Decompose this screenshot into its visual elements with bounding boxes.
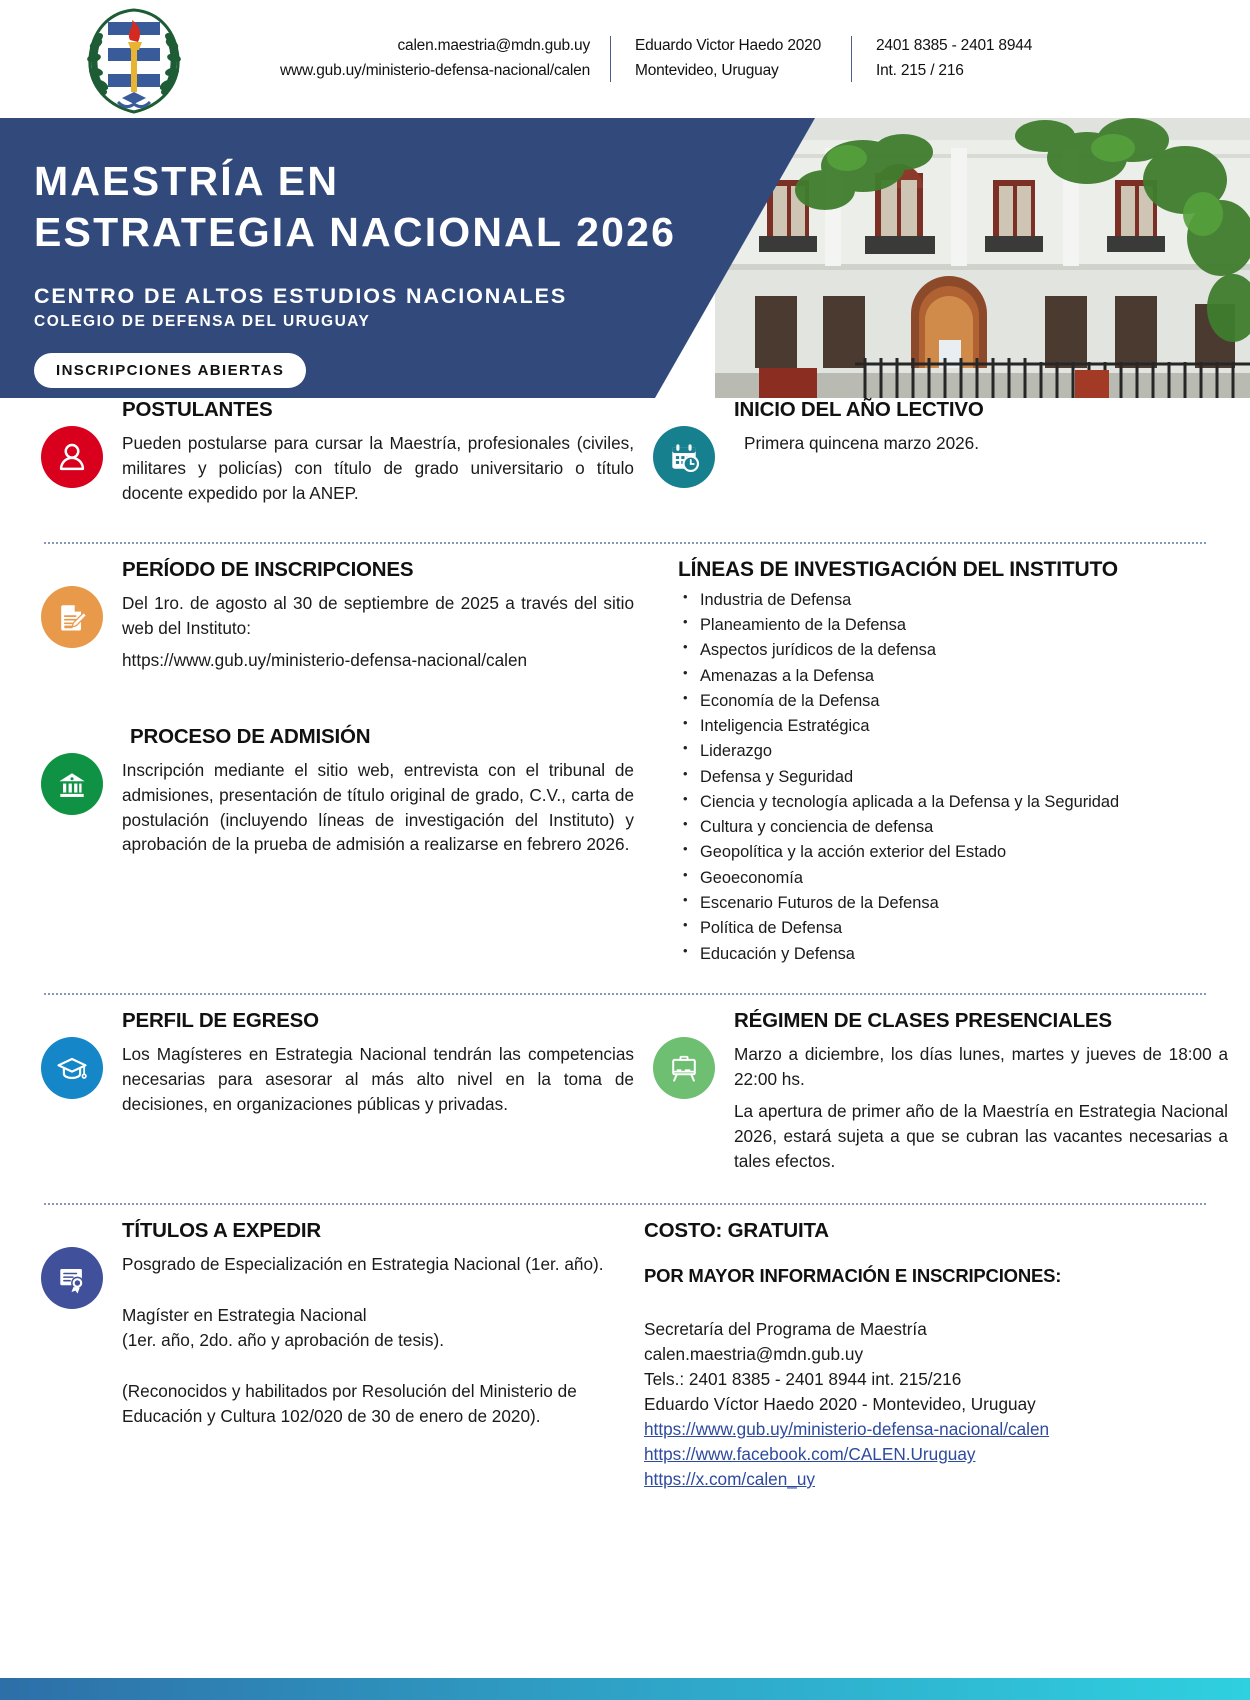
inicio-text: [734, 398, 1228, 456]
banner-title-line1: MAESTRÍA EN: [34, 158, 340, 204]
titulos-text: [122, 1219, 634, 1429]
block-regimen-clases: [634, 1009, 1228, 1174]
col-regimen-clases: [634, 1009, 1228, 1174]
perfil-body: Los Magísteres en Estrategia Nacional tendrán las competencias necesarias para asesorar al más alto nivel en la toma de decisiones, en organizaciones públicas y privadas.: [122, 1043, 634, 1114]
contact-line-3: Tels.: 2401 8385 - 2401 8944 int. 215/216: [644, 1369, 962, 1390]
contact-line-1: Secretaría del Programa de Maestría: [644, 1319, 927, 1340]
banner-text-group: [34, 156, 676, 388]
link-x-twitter[interactable]: https://x.com/calen_uy: [644, 1469, 816, 1490]
admision-heading: PROCESO DE ADMISIÓN: [130, 724, 371, 748]
periodo-body: Del 1ro. de agosto al 30 de septiembre de 2025 a través del sitio web del Instituto:: [122, 592, 634, 638]
block-titulos: [22, 1219, 634, 1429]
regimen-icon-wrap: [634, 1009, 734, 1099]
perfil-icon-wrap: [22, 1009, 122, 1099]
inicio-heading: INICIO DEL AÑO LECTIVO: [734, 398, 984, 421]
graduation-cap-icon: [41, 1037, 103, 1099]
header-contact-columns: [245, 34, 1062, 84]
link-facebook[interactable]: https://www.facebook.com/CALEN.Uruguay: [644, 1444, 976, 1465]
periodo-icon-wrap: [22, 558, 122, 648]
col-perfil-egreso: [22, 1009, 634, 1174]
titulos-body-3: (Reconocidos y habilitados por Resolución del Ministerio de Educación y Cultura 102/020 de 30 de enero de 2020).: [122, 1381, 577, 1427]
col-costo: [634, 1219, 1228, 1492]
header-city: Montevideo, Uruguay: [635, 61, 779, 79]
admision-icon-wrap: [22, 725, 122, 815]
easel-board-icon: [653, 1037, 715, 1099]
footer-gradient-bar: [0, 1678, 1250, 1700]
postulantes-text: [122, 398, 634, 506]
list-item: • Inteligencia Estratégica: [678, 714, 1228, 739]
inicio-body: Primera quincena marzo 2026.: [744, 433, 980, 453]
header-street: Eduardo Victor Haedo 2020: [635, 37, 822, 54]
diploma-icon: [41, 1247, 103, 1309]
costo-heading: COSTO: GRATUITA: [644, 1219, 829, 1243]
header-web-column: [245, 34, 610, 84]
perfil-text: [122, 1009, 634, 1117]
list-item: • Geoeconomía: [678, 866, 1228, 891]
institution-icon: [41, 753, 103, 815]
periodo-heading: PERÍODO DE INSCRIPCIONES: [122, 557, 414, 581]
list-item: • Ciencia y tecnología aplicada a la Defensa y la Seguridad: [678, 790, 1228, 815]
contact-line-2: calen.maestria@mdn.gub.uy: [644, 1344, 864, 1365]
document-header: [0, 0, 1250, 118]
costo-subheading: POR MAYOR INFORMACIÓN E INSCRIPCIONES:: [644, 1265, 1062, 1287]
banner-subtitle-college: COLEGIO DE DEFENSA DEL URUGUAY: [34, 312, 371, 330]
postulantes-icon-wrap: [22, 398, 122, 488]
user-icon: [41, 426, 103, 488]
regimen-text: [734, 1009, 1228, 1174]
list-item: • Amenazas a la Defensa: [678, 664, 1228, 689]
header-email: calen.maestria@mdn.gub.uy: [397, 37, 590, 54]
titulos-body-1: Posgrado de Especialización en Estrategia Nacional (1er. año).: [122, 1254, 604, 1275]
block-inicio-lectivo: [634, 398, 1228, 488]
col-inscripciones-admision: [22, 558, 634, 967]
header-extensions: Int. 215 / 216: [876, 61, 964, 79]
block-postulantes: [22, 398, 634, 506]
hero-banner: [0, 118, 1250, 398]
col-postulantes: [22, 398, 634, 506]
list-item: • Política de Defensa: [678, 916, 1228, 941]
building-photo: [715, 118, 1250, 398]
inscriptions-open-badge[interactable]: INSCRIPCIONES ABIERTAS: [34, 353, 306, 388]
regimen-body: Marzo a diciembre, los días lunes, martes y jueves de 18:00 a 22:00 hs.: [734, 1043, 1228, 1089]
col-inicio-lectivo: [634, 398, 1228, 506]
list-item: • Cultura y conciencia de defensa: [678, 815, 1228, 840]
costo-block: [634, 1219, 1228, 1492]
row-inscripciones-lineas: [22, 558, 1228, 967]
list-item: • Aspectos jurídicos de la defensa: [678, 638, 1228, 663]
lineas-list: [678, 588, 1228, 967]
list-item: • Liderazgo: [678, 739, 1228, 764]
list-item: • Escenario Futuros de la Defensa: [678, 891, 1228, 916]
header-phone-column: [852, 34, 1062, 84]
periodo-url: https://www.gub.uy/ministerio-defensa-nacional/calen: [122, 649, 528, 670]
titulos-heading: TÍTULOS A EXPEDIR: [122, 1219, 321, 1243]
uruguay-national-crest-icon: [78, 6, 190, 116]
list-item: • Geopolítica y la acción exterior del Estado: [678, 840, 1228, 865]
banner-subtitle-institution: CENTRO DE ALTOS ESTUDIOS NACIONALES: [34, 283, 568, 308]
contact-line-4: Eduardo Víctor Haedo 2020 - Montevideo, Uruguay: [644, 1394, 1036, 1415]
list-item: • Industria de Defensa: [678, 588, 1228, 613]
postulantes-heading: POSTULANTES: [122, 398, 273, 421]
header-website: www.gub.uy/ministerio-defensa-nacional/calen: [280, 61, 590, 79]
col-lineas-investigacion: [634, 558, 1228, 967]
titulos-body-2-line1: Magíster en Estrategia Nacional: [122, 1305, 367, 1326]
divider-3: [44, 1203, 1206, 1205]
divider-1: [44, 542, 1206, 544]
row-titulos-costo: [22, 1219, 1228, 1492]
banner-title-line2: ESTRATEGIA NACIONAL 2026: [34, 209, 677, 256]
admision-text: [122, 725, 634, 858]
inicio-icon-wrap: [634, 398, 734, 488]
row-perfil-regimen: [22, 1009, 1228, 1174]
lineas-block: [634, 558, 1228, 967]
titulos-icon-wrap: [22, 1219, 122, 1309]
content-area: [0, 398, 1250, 1492]
link-gub-uy[interactable]: https://www.gub.uy/ministerio-defensa-nacional/calen: [644, 1419, 1050, 1440]
header-address-column: [611, 34, 851, 84]
admision-body: Inscripción mediante el sitio web, entrevista con el tribunal de admisiones, presentación de título original de grado, C.V., carta de postulación (incluyendo líneas de investigación del Instituto) y aprobación de la prueba de admisión a realizarse en febrero 2026.: [122, 759, 634, 855]
header-phones: 2401 8385 - 2401 8944: [876, 37, 1033, 54]
lineas-heading: LÍNEAS DE INVESTIGACIÓN DEL INSTITUTO: [678, 557, 1118, 581]
list-item: • Economía de la Defensa: [678, 689, 1228, 714]
list-item: • Planeamiento de la Defensa: [678, 613, 1228, 638]
list-item: • Educación y Defensa: [678, 942, 1228, 967]
titulos-body-2-line2: (1er. año, 2do. año y aprobación de tesis).: [122, 1330, 444, 1351]
calendar-clock-icon: [653, 426, 715, 488]
row-postulantes: [22, 398, 1228, 506]
divider-2: [44, 993, 1206, 995]
document-pencil-icon: [41, 586, 103, 648]
postulantes-body: Pueden postularse para cursar la Maestría, profesionales (civiles, militares y policías) con título de grado universitario o título docente expedido por la ANEP.: [122, 433, 634, 503]
regimen-body-2: La apertura de primer año de la Maestría en Estrategia Nacional 2026, estará sujeta a que se cubran las vacantes necesarias a tales efectos.: [734, 1100, 1228, 1171]
periodo-text: [122, 558, 634, 673]
block-periodo-inscripciones: [22, 558, 634, 673]
list-item: • Defensa y Seguridad: [678, 765, 1228, 790]
perfil-heading: PERFIL DE EGRESO: [122, 1008, 319, 1032]
regimen-heading: RÉGIMEN DE CLASES PRESENCIALES: [734, 1008, 1112, 1032]
col-titulos: [22, 1219, 634, 1492]
block-perfil-egreso: [22, 1009, 634, 1117]
block-proceso-admision: [22, 725, 634, 858]
